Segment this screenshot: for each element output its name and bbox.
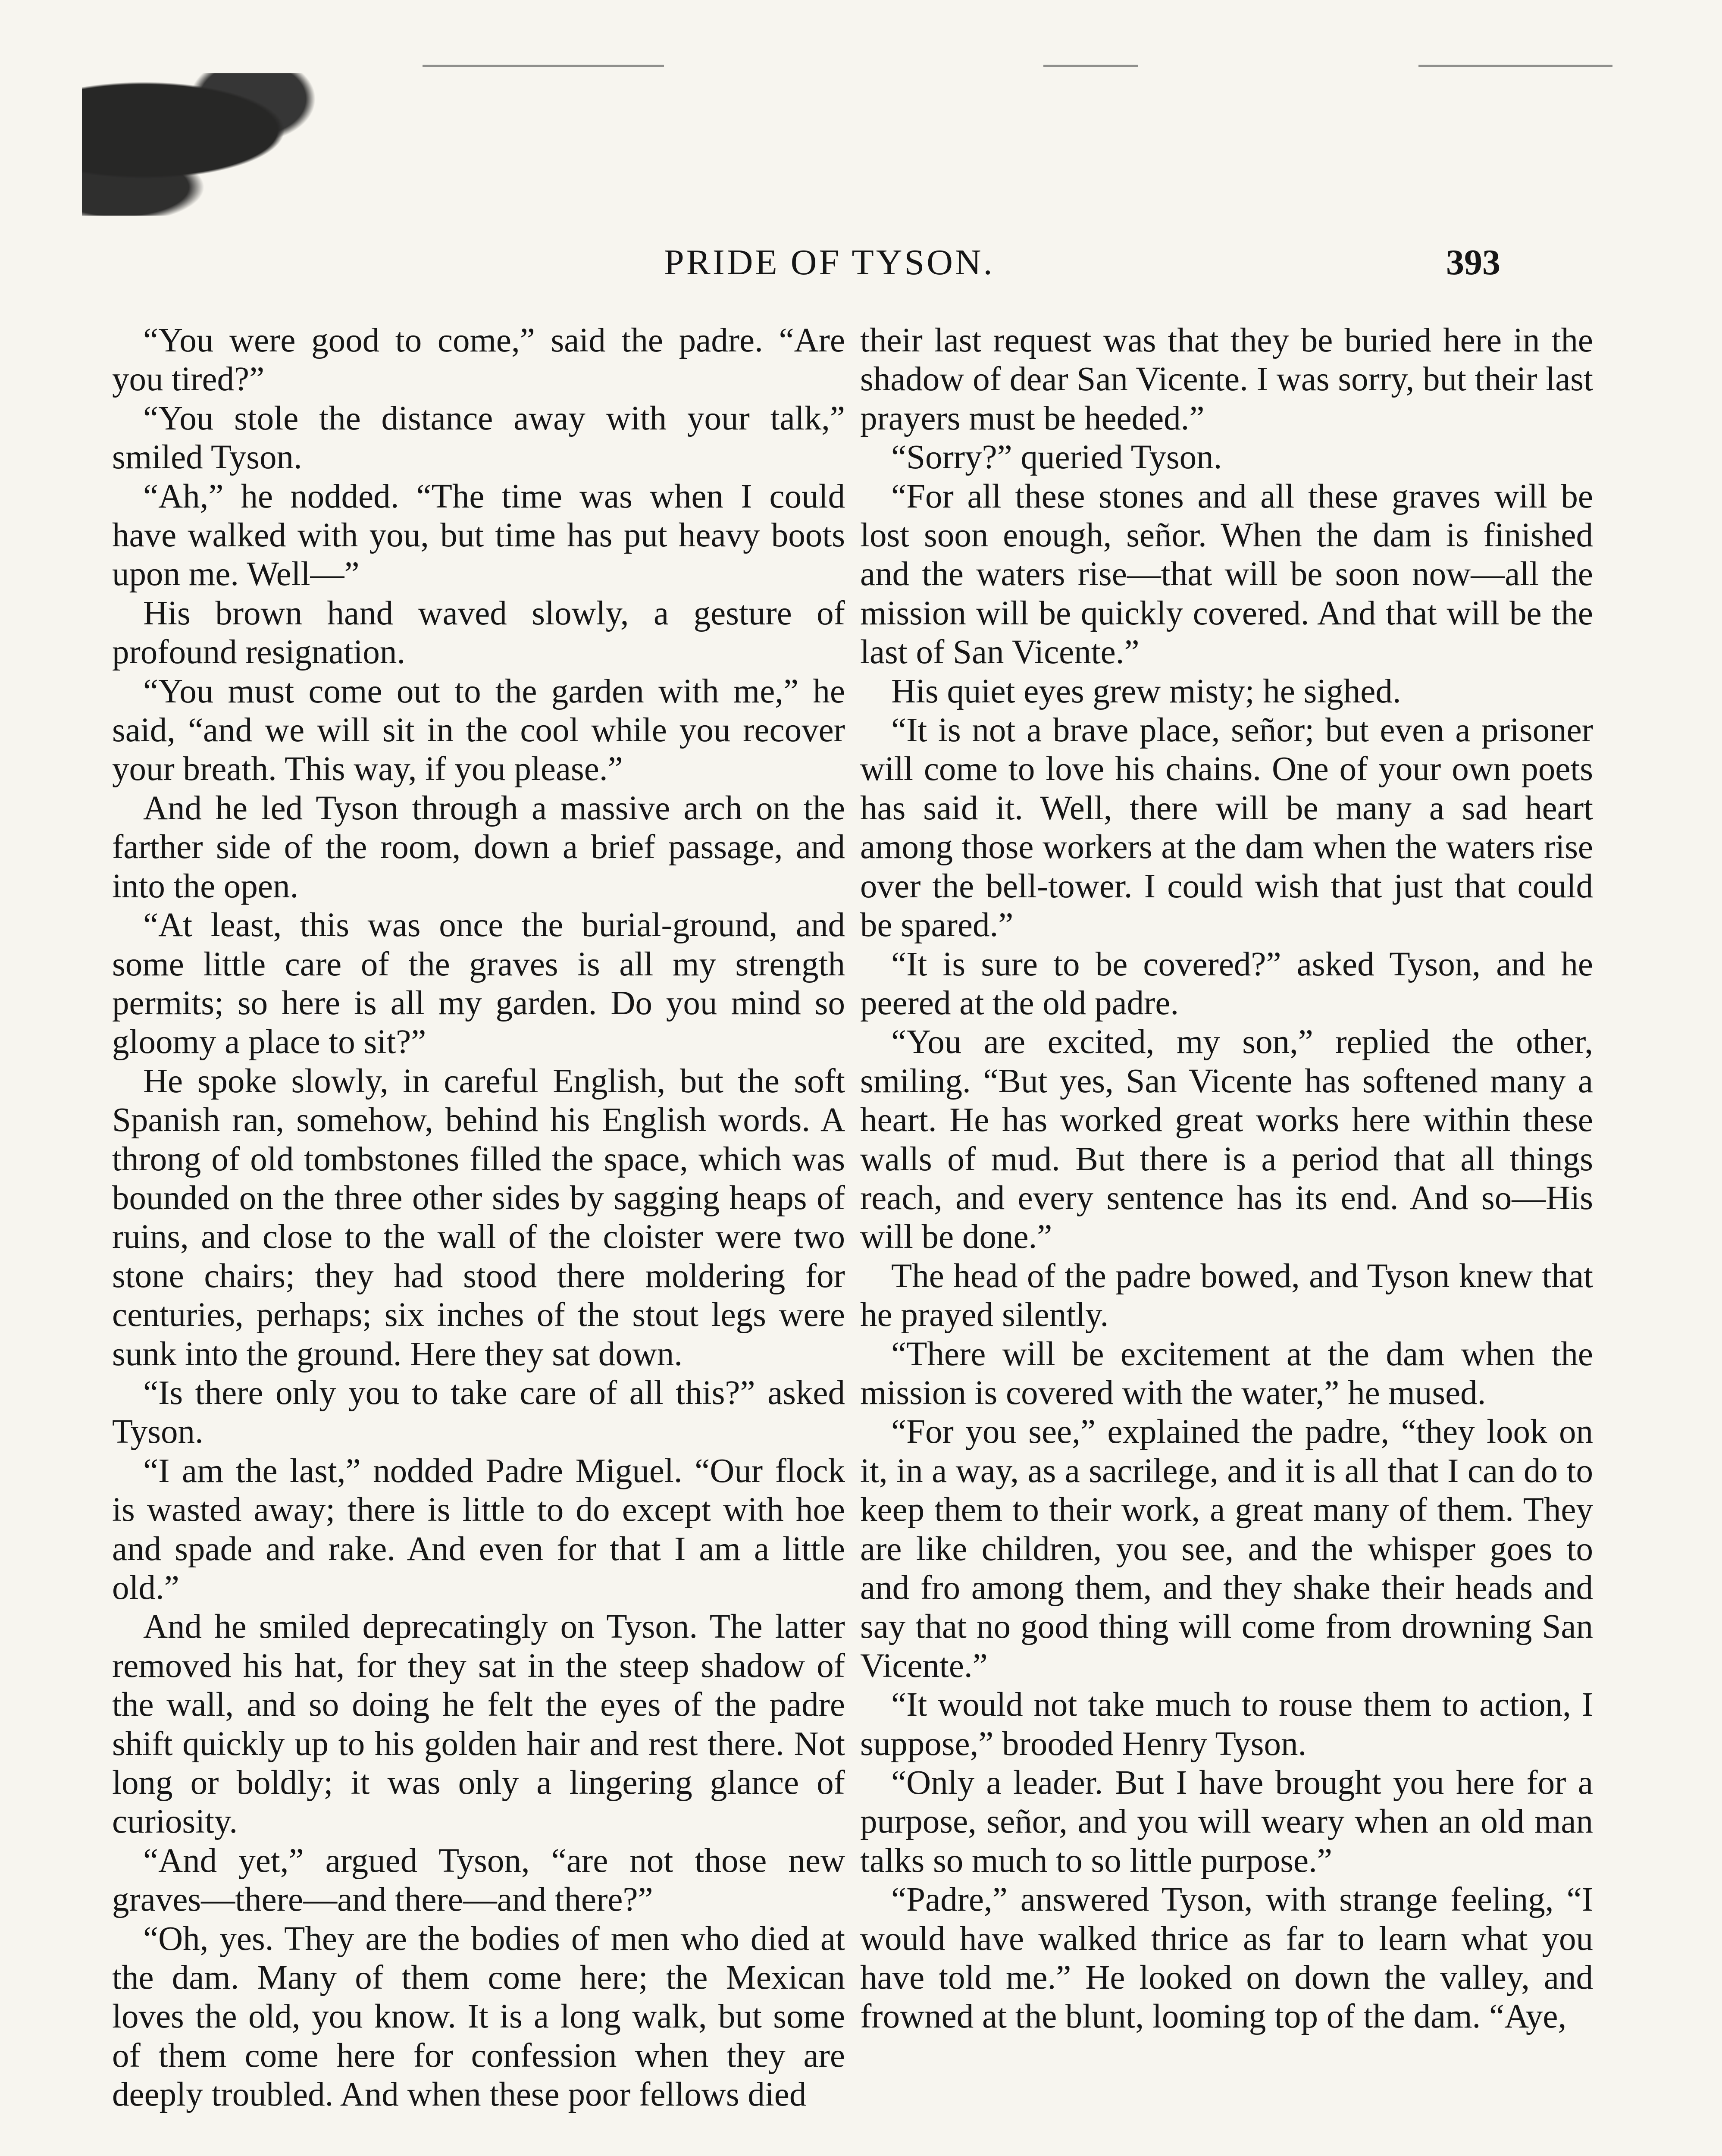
scan-rule	[1418, 65, 1612, 67]
page-header	[664, 241, 1500, 302]
running-title: PRIDE OF TYSON.	[664, 242, 995, 282]
paragraph: “For all these stones and all these graves will be lost soon enough, señor. When the dam is finished and the waters rise—that will be soon now—all the mission will be quickly covered. And that will be the last of San Vicente.”	[860, 477, 1593, 671]
scan-ink-blot	[82, 73, 392, 216]
paragraph: “It is not a brave place, señor; but even a prisoner will come to love his chains. One of your own poets has said it. Well, there will be many a sad heart among those workers at the dam when the waters rise over the bell-tower. I could wish that just that could be spared.”	[860, 711, 1593, 944]
paragraph: “You stole the distance away with your talk,” smiled Tyson.	[112, 399, 845, 476]
paragraph: “I am the last,” nodded Padre Miguel. “Our flock is wasted away; there is little to do except with hoe and spade and rake. And even for that I am a little old.”	[112, 1452, 845, 1607]
paragraph: And he led Tyson through a massive arch on the farther side of the room, down a brief passage, and into the open.	[112, 789, 845, 905]
left-column	[112, 321, 845, 2156]
right-column	[860, 321, 1593, 2156]
paragraph: “It is sure to be covered?” asked Tyson, and he peered at the old padre.	[860, 945, 1593, 1022]
paragraph: “At least, this was once the burial-ground, and some little care of the graves is all my strength permits; so here is all my garden. Do you mind so gloomy a place to sit?”	[112, 906, 845, 1061]
paragraph: “And yet,” argued Tyson, “are not those new graves—there—and there—and there?”	[112, 1842, 845, 1919]
paragraph: “For you see,” explained the padre, “they look on it, in a way, as a sacrilege, and it is all that I can do to keep them to their work, a great many of them. They are like children, you see, and the whisper goes to and fro among them, and they shake their heads and say that no good thing will come from drowning San Vicente.”	[860, 1413, 1593, 1685]
paragraph: “You must come out to the garden with me,” he said, “and we will sit in the cool while you recover your breath. This way, if you please.”	[112, 672, 845, 788]
paragraph: “Oh, yes. They are the bodies of men who died at the dam. Many of them come here; the Mexican loves the old, you know. It is a long walk, but some of them come here for confession when they are deeply troubled. And when these poor fellows died	[112, 1920, 845, 2114]
paragraph: “Is there only you to take care of all this?” asked Tyson.	[112, 1374, 845, 1451]
paragraph: “Only a leader. But I have brought you here for a purpose, señor, and you will weary when an old man talks so much to so little purpose.”	[860, 1764, 1593, 1880]
page-number: 393	[1446, 242, 1500, 282]
paragraph: “Sorry?” queried Tyson.	[891, 439, 1222, 476]
paragraph: And he smiled deprecatingly on Tyson. The latter removed his hat, for they sat in the steep shadow of the wall, and so doing he felt the eyes of the padre shift quickly up to his golden hair and rest there. Not long or boldly; it was only a lingering glance of curiosity.	[112, 1608, 845, 1841]
paragraph: “Padre,” answered Tyson, with strange feeling, “I would have walked thrice as far to learn what you have told me.” He looked on down the valley, and frowned at the blunt, looming top of the dam. “Aye,	[860, 1881, 1593, 2036]
scan-rule	[1043, 65, 1138, 67]
paragraph: His quiet eyes grew misty; he sighed.	[891, 672, 1401, 710]
paragraph: their last request was that they be buried here in the shadow of dear San Vicente. I was sorry, but their last prayers must be heeded.”	[860, 322, 1593, 437]
paragraph: “It would not take much to rouse them to action, I suppose,” brooded Henry Tyson.	[860, 1686, 1593, 1763]
paragraph: “There will be excitement at the dam when the mission is covered with the water,” he mused.	[860, 1335, 1593, 1412]
paragraph: “You were good to come,” said the padre. “Are you tired?”	[112, 322, 845, 398]
scan-rule	[423, 65, 664, 67]
paragraph: His brown hand waved slowly, a gesture of profound resignation.	[112, 594, 845, 671]
paragraph: He spoke slowly, in careful English, but the soft Spanish ran, somehow, behind his English words. A throng of old tombstones filled the space, which was bounded on the three other sides by sagging heaps of ruins, and close to the wall of the cloister were two stone chairs; they had stood there moldering for centuries, perhaps; six inches of the stout legs were sunk into the ground. Here they sat down.	[112, 1062, 845, 1373]
paragraph: “You are excited, my son,” replied the other, smiling. “But yes, San Vicente has softened many a heart. He has worked great works here within these walls of mud. But there is a period that all things reach, and every sentence has its end. And so—His will be done.”	[860, 1023, 1593, 1256]
paragraph: “Ah,” he nodded. “The time was when I could have walked with you, but time has put heavy boots upon me. Well—”	[112, 477, 845, 593]
paragraph: The head of the padre bowed, and Tyson knew that he prayed silently.	[860, 1257, 1593, 1334]
